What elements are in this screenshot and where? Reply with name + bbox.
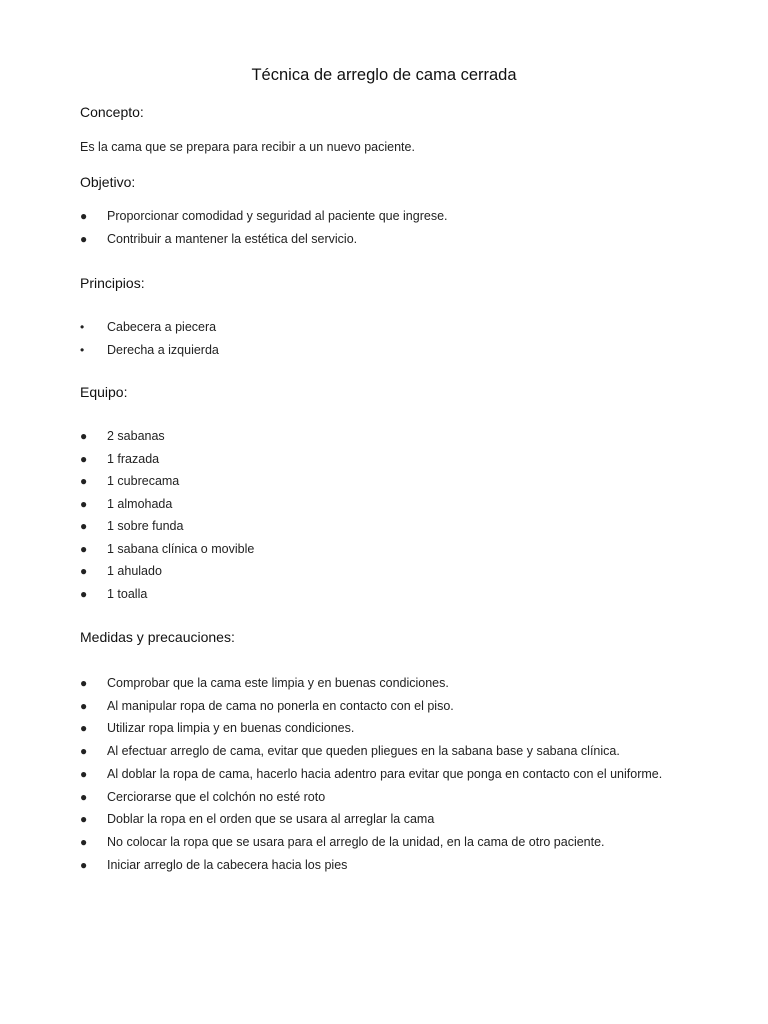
bullet-icon: ● [80, 474, 88, 488]
document-title: Técnica de arreglo de cama cerrada [251, 66, 517, 84]
bullet-icon: • [80, 342, 85, 357]
bullet-icon: ● [80, 231, 88, 246]
list-item: ● Al manipular ropa de cama no ponerla en contacto con el piso. [80, 695, 678, 718]
list-item: ● 1 almohada [80, 493, 678, 516]
list-item: ● Cerciorarse que el colchón no esté roto [80, 786, 678, 809]
bullet-icon: ● [80, 834, 88, 849]
bullet-icon: ● [80, 857, 88, 872]
bullet-icon: ● [80, 744, 88, 759]
bullet-icon: ● [80, 541, 88, 556]
list-item: ● Utilizar ropa limpia y en buenas condiciones. [80, 717, 678, 740]
concepto-text: Es la cama que se prepara para recibir a un nuevo paciente. [80, 140, 415, 154]
list-item: ● 2 sabanas [80, 425, 678, 448]
list-item: • Cabecera a piecera [80, 316, 678, 339]
bullet-icon: ● [80, 451, 88, 466]
bullet-icon: ● [80, 789, 88, 804]
heading-concepto: Concepto: [80, 104, 144, 120]
list-item: ● 1 ahulado [80, 560, 678, 583]
principios-list [80, 316, 678, 361]
bullet-icon: ● [80, 698, 88, 713]
heading-equipo: Equipo: [80, 384, 128, 400]
list-item: ● No colocar la ropa que se usara para el arreglo de la unidad, en la cama de otro paciente. [80, 831, 678, 854]
medidas-list [80, 672, 678, 876]
list-item: ● Iniciar arreglo de la cabecera hacia los pies [80, 854, 678, 877]
list-item: ● 1 sabana clínica o movible [80, 538, 678, 561]
list-item: ● Proporcionar comodidad y seguridad al paciente que ingrese. [80, 205, 678, 228]
list-item: ● 1 frazada [80, 448, 678, 471]
bullet-icon: ● [80, 586, 88, 601]
list-item: ● 1 sobre funda [80, 515, 678, 538]
list-item: ● 1 cubrecama [80, 470, 678, 493]
bullet-icon: ● [80, 564, 88, 578]
bullet-icon: ● [80, 721, 88, 736]
list-item: ● Al efectuar arreglo de cama, evitar que queden pliegues en la sabana base y sabana clínica. [80, 740, 678, 763]
heading-principios: Principios: [80, 275, 145, 291]
list-item: ● Doblar la ropa en el orden que se usara al arreglar la cama [80, 808, 678, 831]
list-item: ● Contribuir a mantener la estética del servicio. [80, 228, 678, 251]
list-item: ● Al doblar la ropa de cama, hacerlo hacia adentro para evitar que ponga en contacto con el uniforme. [80, 763, 678, 786]
bullet-icon: • [80, 320, 85, 334]
list-item: ● Comprobar que la cama este limpia y en buenas condiciones. [80, 672, 678, 695]
objetivo-list [80, 205, 678, 250]
bullet-icon: ● [80, 209, 88, 223]
bullet-icon: ● [80, 766, 88, 781]
heading-medidas: Medidas y precauciones: [80, 629, 235, 645]
bullet-icon: ● [80, 496, 88, 511]
heading-objetivo: Objetivo: [80, 174, 136, 190]
bullet-icon: ● [80, 519, 88, 533]
equipo-list [80, 425, 678, 605]
bullet-icon: ● [80, 676, 88, 690]
bullet-icon: ● [80, 429, 88, 443]
bullet-icon: ● [80, 812, 88, 827]
list-item: ● 1 toalla [80, 583, 678, 606]
list-item: • Derecha a izquierda [80, 339, 678, 362]
